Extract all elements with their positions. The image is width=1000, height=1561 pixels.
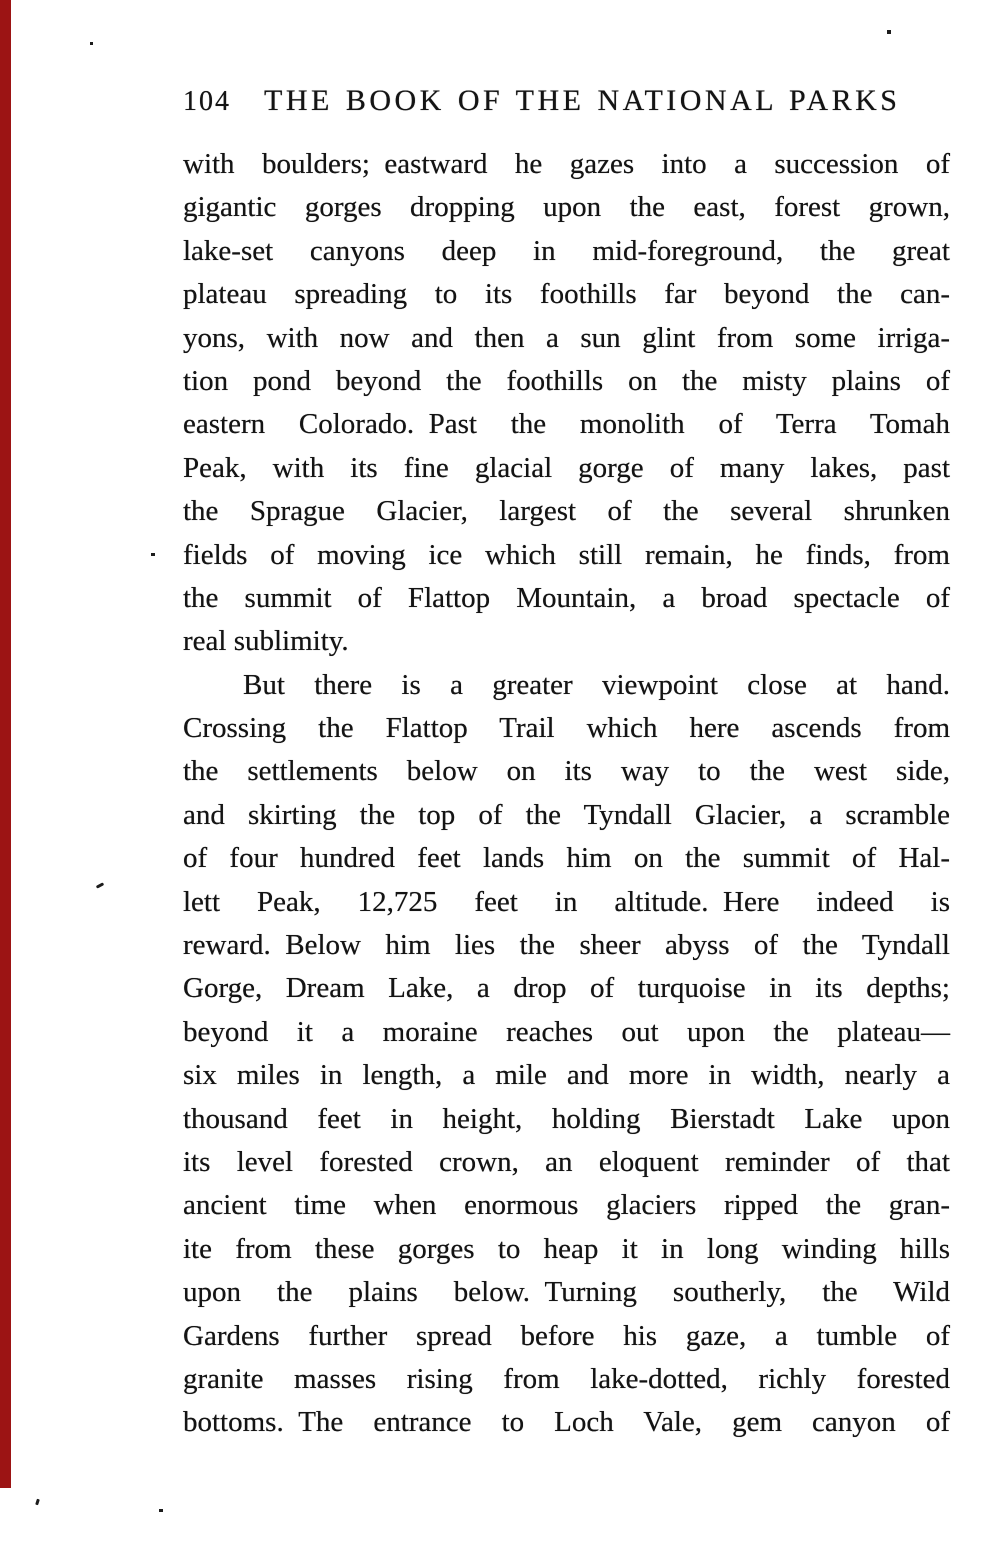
scan-speck (887, 30, 891, 34)
text-line: ancient time when enormous glaciers ripped the gran- (183, 1189, 950, 1222)
text-line: of four hundred feet lands him on the summit of Hal- (183, 842, 950, 875)
text-line: plateau spreading to its foothills far beyond the can- (183, 278, 950, 311)
text-line: the summit of Flattop Mountain, a broad spectacle of (183, 581, 950, 614)
scan-speck (159, 1509, 163, 1512)
text-line: gigantic gorges dropping upon the east, forest grown, (183, 191, 950, 224)
text-line: lake-set canyons deep in mid-foreground, the great (183, 234, 950, 267)
text-line: eastern Colorado. Past the monolith of Terra Tomah (183, 408, 950, 441)
text-line: beyond it a moraine reaches out upon the plateau— (183, 1015, 950, 1048)
scan-speck (151, 553, 155, 556)
text-line: granite masses rising from lake-dotted, richly forested (183, 1362, 950, 1395)
page-header (183, 84, 923, 118)
text-line: ite from these gorges to heap it in long winding hills (183, 1232, 950, 1265)
text-line: thousand feet in height, holding Bierstadt Lake upon (183, 1102, 950, 1135)
text-line: Crossing the Flattop Trail which here ascends from (183, 712, 950, 745)
scan-speck (35, 1499, 40, 1506)
text-line: real sublimity. (183, 625, 349, 658)
book-spine-edge (0, 0, 11, 1488)
text-line: with boulders; eastward he gazes into a succession of (183, 148, 950, 180)
text-line: bottoms. The entrance to Loch Vale, gem canyon of (183, 1406, 950, 1439)
text-line: and skirting the top of the Tyndall Glacier, a scramble (183, 798, 950, 831)
text-line: tion pond beyond the foothills on the misty plains of (183, 364, 950, 397)
text-line: lett Peak, 12,725 feet in altitude. Here indeed is (183, 885, 950, 918)
text-line: fields of moving ice which still remain, he finds, from (183, 538, 950, 571)
scan-speck (90, 42, 93, 45)
text-line: But there is a greater viewpoint close at hand. (243, 668, 950, 701)
text-line: Gorge, Dream Lake, a drop of turquoise in its depths; (183, 972, 950, 1005)
scan-speck (96, 882, 104, 888)
text-line: Gardens further spread before his gaze, a tumble of (183, 1319, 950, 1352)
text-line: the Sprague Glacier, largest of the several shrunken (183, 495, 950, 528)
text-line: six miles in length, a mile and more in width, nearly a (183, 1059, 950, 1092)
text-line: yons, with now and then a sun glint from some irriga- (183, 321, 950, 354)
text-line: reward. Below him lies the sheer abyss of the Tyndall (183, 929, 950, 962)
text-line: upon the plains below. Turning southerly, the Wild (183, 1276, 950, 1309)
text-line: the settlements below on its way to the west side, (183, 755, 950, 788)
text-line: Peak, with its fine glacial gorge of many lakes, past (183, 451, 950, 484)
running-title: THE BOOK OF THE NATIONAL PARKS (264, 84, 901, 117)
text-line: its level forested crown, an eloquent reminder of that (183, 1145, 950, 1178)
page-number: 104 (183, 86, 231, 117)
page-body (183, 143, 950, 1445)
